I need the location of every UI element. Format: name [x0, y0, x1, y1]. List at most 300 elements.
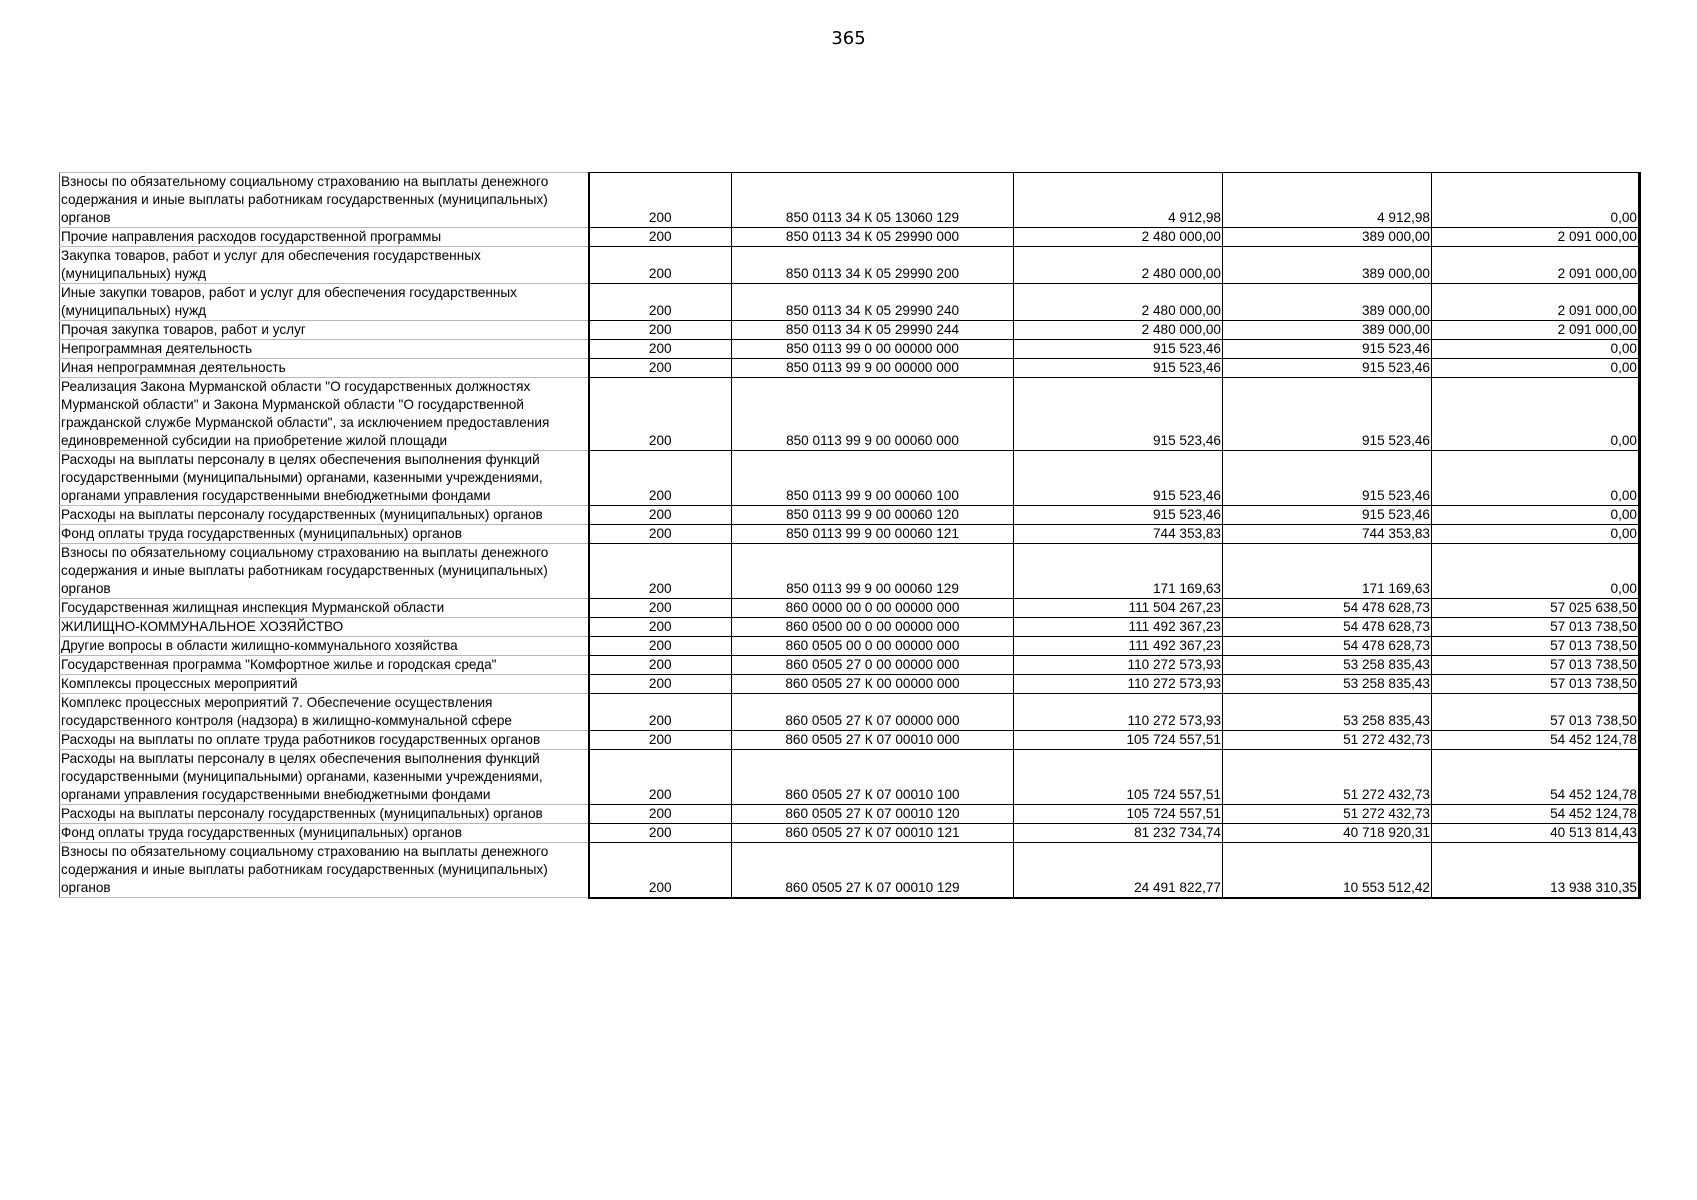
- row-code-text: 200: [648, 433, 672, 448]
- row-executed-cell: [1223, 656, 1432, 675]
- row-classification-cell: [732, 228, 1014, 247]
- table-row: [60, 228, 1640, 247]
- row-name-cell: [60, 805, 589, 824]
- row-name-cell: [60, 506, 589, 525]
- table-row: [60, 506, 1640, 525]
- row-code-text: 200: [648, 581, 672, 596]
- row-approved-text: 110 272 573,93: [1127, 657, 1221, 672]
- row-classification-text: 860 0505 27 К 07 00010 100: [785, 787, 960, 802]
- table-row: [60, 340, 1640, 359]
- row-classification-text: 860 0000 00 0 00 00000 000: [785, 600, 960, 615]
- row-unexecuted-text: 0,00: [1610, 581, 1637, 596]
- row-classification-cell: [732, 340, 1014, 359]
- row-executed-text: 53 258 835,43: [1343, 713, 1430, 728]
- row-approved-text: 24 491 822,77: [1134, 879, 1221, 895]
- row-classification-text: 850 0113 99 9 00 00060 120: [786, 507, 959, 522]
- row-name-cell: [60, 173, 589, 228]
- row-unexecuted-cell: [1432, 656, 1640, 675]
- row-executed-cell: [1223, 805, 1432, 824]
- row-approved-text: 2 480 000,00: [1141, 229, 1221, 244]
- table-body: [60, 173, 1640, 898]
- row-code-cell: [589, 451, 732, 506]
- row-classification-cell: [732, 525, 1014, 544]
- row-unexecuted-cell: [1432, 824, 1640, 843]
- row-unexecuted-cell: [1432, 544, 1640, 599]
- row-classification-text: 860 0505 27 К 07 00010 000: [785, 732, 960, 747]
- row-approved-cell: [1014, 451, 1223, 506]
- row-unexecuted-text: 13 938 310,35: [1550, 879, 1637, 895]
- row-name-cell: [60, 340, 589, 359]
- row-classification-text: 860 0500 00 0 00 00000 000: [785, 619, 960, 634]
- row-approved-cell: [1014, 284, 1223, 321]
- row-approved-text: 2 480 000,00: [1141, 266, 1221, 281]
- row-unexecuted-cell: [1432, 340, 1640, 359]
- row-name-cell: [60, 525, 589, 544]
- row-classification-text: 850 0113 99 9 00 00060 121: [786, 526, 959, 541]
- row-classification-cell: [732, 824, 1014, 843]
- row-executed-text: 54 478 628,73: [1343, 619, 1430, 634]
- table-row: [60, 359, 1640, 378]
- row-executed-text: 389 000,00: [1361, 229, 1430, 244]
- row-executed-cell: [1223, 618, 1432, 637]
- row-classification-cell: [732, 378, 1014, 451]
- page-number: 365: [831, 28, 866, 49]
- row-approved-cell: [1014, 599, 1223, 618]
- row-name-cell: [60, 694, 589, 731]
- row-classification-cell: [732, 284, 1014, 321]
- row-executed-cell: [1223, 599, 1432, 618]
- row-executed-cell: [1223, 694, 1432, 731]
- row-name-text: Государственная программа "Комфортное жилье и городская среда": [61, 657, 497, 672]
- row-name-text: Комплексы процессных мероприятий: [61, 676, 298, 691]
- row-name-cell: [60, 247, 589, 284]
- row-classification-cell: [732, 506, 1014, 525]
- table-row: [60, 247, 1640, 284]
- row-executed-cell: [1223, 321, 1432, 340]
- row-approved-cell: [1014, 544, 1223, 599]
- row-approved-text: 81 232 734,74: [1134, 825, 1221, 840]
- row-unexecuted-cell: [1432, 731, 1640, 750]
- row-classification-text: 850 0113 34 К 05 29990 000: [785, 229, 960, 244]
- row-executed-cell: [1223, 451, 1432, 506]
- row-unexecuted-text: 2 091 000,00: [1557, 303, 1637, 318]
- row-approved-text: 110 272 573,93: [1127, 713, 1221, 728]
- row-unexecuted-cell: [1432, 750, 1640, 805]
- row-approved-cell: [1014, 750, 1223, 805]
- row-executed-cell: [1223, 750, 1432, 805]
- row-classification-text: 850 0113 34 К 05 29990 244: [785, 322, 960, 337]
- row-name-cell: [60, 637, 589, 656]
- row-executed-cell: [1223, 525, 1432, 544]
- row-executed-text: 915 523,46: [1361, 488, 1430, 503]
- row-classification-text: 850 0113 99 9 00 00060 129: [786, 581, 959, 596]
- row-approved-cell: [1014, 340, 1223, 359]
- row-executed-cell: [1223, 675, 1432, 694]
- row-unexecuted-cell: [1432, 675, 1640, 694]
- table-row: [60, 637, 1640, 656]
- row-executed-text: 51 272 432,73: [1343, 806, 1430, 821]
- row-name-cell: [60, 451, 589, 506]
- row-unexecuted-cell: [1432, 173, 1640, 228]
- row-name-text: Прочая закупка товаров, работ и услуг: [61, 322, 306, 337]
- table-row: [60, 284, 1640, 321]
- row-classification-text: 860 0505 00 0 00 00000 000: [785, 638, 960, 653]
- row-name-text: Взносы по обязательному социальному страхованию на выплаты денежного содержания и иные выплаты работникам государственных (муниципальных) органов: [61, 174, 549, 225]
- row-unexecuted-text: 57 013 738,50: [1550, 713, 1637, 728]
- row-unexecuted-cell: [1432, 525, 1640, 544]
- row-unexecuted-text: 2 091 000,00: [1557, 266, 1637, 281]
- row-classification-text: 850 0113 99 9 00 00000 000: [786, 360, 959, 375]
- row-approved-cell: [1014, 359, 1223, 378]
- row-name-cell: [60, 731, 589, 750]
- row-code-text: 200: [648, 341, 672, 356]
- row-classification-cell: [732, 637, 1014, 656]
- row-name-text: Взносы по обязательному социальному страхованию на выплаты денежного содержания и иные выплаты работникам государственных (муниципальных) органов: [61, 844, 549, 895]
- row-executed-text: 171 169,63: [1361, 581, 1430, 596]
- row-unexecuted-cell: [1432, 599, 1640, 618]
- row-approved-cell: [1014, 378, 1223, 451]
- row-code-cell: [589, 656, 732, 675]
- row-executed-cell: [1223, 544, 1432, 599]
- row-name-cell: [60, 544, 589, 599]
- row-executed-text: 915 523,46: [1361, 507, 1430, 522]
- row-classification-cell: [732, 451, 1014, 506]
- row-code-cell: [589, 173, 732, 228]
- row-unexecuted-text: 0,00: [1610, 341, 1637, 356]
- row-code-text: 200: [648, 526, 672, 541]
- row-unexecuted-text: 0,00: [1610, 433, 1637, 448]
- row-code-text: 200: [648, 507, 672, 522]
- row-code-cell: [589, 378, 732, 451]
- table-row: [60, 731, 1640, 750]
- row-classification-text: 860 0505 27 К 07 00010 120: [785, 806, 960, 821]
- row-code-cell: [589, 247, 732, 284]
- row-unexecuted-cell: [1432, 284, 1640, 321]
- row-approved-text: 915 523,46: [1152, 341, 1221, 356]
- row-unexecuted-cell: [1432, 506, 1640, 525]
- row-code-cell: [589, 675, 732, 694]
- row-classification-text: 850 0113 34 К 05 29990 200: [785, 266, 960, 281]
- row-approved-cell: [1014, 805, 1223, 824]
- row-unexecuted-cell: [1432, 359, 1640, 378]
- row-name-text: Иная непрограммная деятельность: [61, 360, 286, 375]
- row-approved-cell: [1014, 247, 1223, 284]
- row-classification-cell: [732, 599, 1014, 618]
- row-executed-text: 54 478 628,73: [1343, 638, 1430, 653]
- row-name-text: Расходы на выплаты персоналу в целях обеспечения выполнения функций государственными (муниципальными) органами, казенными учреждениями, органами управления государственными внебюджетными фондами: [61, 452, 543, 503]
- row-code-text: 200: [648, 488, 672, 503]
- row-classification-cell: [732, 843, 1014, 898]
- row-approved-cell: [1014, 506, 1223, 525]
- row-unexecuted-text: 54 452 124,78: [1550, 732, 1637, 747]
- row-executed-cell: [1223, 173, 1432, 228]
- row-unexecuted-text: 2 091 000,00: [1557, 322, 1637, 337]
- row-classification-text: 850 0113 99 9 00 00060 100: [786, 488, 959, 503]
- table-row: [60, 618, 1640, 637]
- row-name-cell: [60, 843, 589, 898]
- row-name-cell: [60, 284, 589, 321]
- row-code-text: 200: [648, 713, 672, 728]
- row-classification-text: 860 0505 27 0 00 00000 000: [785, 657, 960, 672]
- row-unexecuted-text: 0,00: [1610, 488, 1637, 503]
- row-code-text: 200: [648, 322, 672, 337]
- table-row: [60, 599, 1640, 618]
- row-classification-text: 850 0113 34 К 05 29990 240: [785, 303, 960, 318]
- table-row: [60, 173, 1640, 228]
- row-name-text: Закупка товаров, работ и услуг для обеспечения государственных (муниципальных) нужд: [61, 248, 481, 281]
- row-executed-cell: [1223, 359, 1432, 378]
- row-code-cell: [589, 694, 732, 731]
- row-classification-text: 860 0505 27 К 07 00010 129: [785, 879, 960, 895]
- row-classification-cell: [732, 694, 1014, 731]
- row-code-cell: [589, 525, 732, 544]
- row-executed-cell: [1223, 340, 1432, 359]
- row-executed-text: 915 523,46: [1361, 341, 1430, 356]
- row-code-cell: [589, 321, 732, 340]
- row-executed-text: 915 523,46: [1361, 360, 1430, 375]
- row-code-cell: [589, 284, 732, 321]
- table-row: [60, 321, 1640, 340]
- row-code-text: 200: [648, 619, 672, 634]
- table-row: [60, 694, 1640, 731]
- row-approved-text: 4 912,98: [1168, 210, 1221, 225]
- row-name-text: Взносы по обязательному социальному страхованию на выплаты денежного содержания и иные выплаты работникам государственных (муниципальных) органов: [61, 545, 549, 596]
- row-code-cell: [589, 599, 732, 618]
- row-unexecuted-cell: [1432, 321, 1640, 340]
- row-name-cell: [60, 378, 589, 451]
- row-code-text: 200: [648, 806, 672, 821]
- row-code-text: 200: [648, 657, 672, 672]
- row-approved-cell: [1014, 173, 1223, 228]
- row-approved-cell: [1014, 321, 1223, 340]
- row-name-text: Другие вопросы в области жилищно-коммунального хозяйства: [61, 638, 458, 653]
- budget-execution-table: [59, 172, 1641, 899]
- row-unexecuted-text: 0,00: [1610, 507, 1637, 522]
- row-executed-cell: [1223, 378, 1432, 451]
- row-code-cell: [589, 731, 732, 750]
- table-row: [60, 656, 1640, 675]
- row-unexecuted-cell: [1432, 247, 1640, 284]
- row-code-text: 200: [648, 600, 672, 615]
- table-row: [60, 824, 1640, 843]
- row-approved-cell: [1014, 731, 1223, 750]
- row-code-cell: [589, 637, 732, 656]
- row-code-text: 200: [648, 825, 672, 840]
- row-approved-cell: [1014, 675, 1223, 694]
- table-row: [60, 451, 1640, 506]
- row-approved-text: 915 523,46: [1152, 360, 1221, 375]
- row-classification-cell: [732, 359, 1014, 378]
- row-approved-text: 110 272 573,93: [1127, 676, 1221, 691]
- row-classification-text: 860 0505 27 К 00 00000 000: [785, 676, 960, 691]
- row-name-text: Фонд оплаты труда государственных (муниципальных) органов: [61, 825, 462, 840]
- row-approved-cell: [1014, 656, 1223, 675]
- row-executed-cell: [1223, 284, 1432, 321]
- row-classification-cell: [732, 656, 1014, 675]
- row-unexecuted-text: 0,00: [1610, 360, 1637, 375]
- row-executed-text: 51 272 432,73: [1343, 787, 1430, 802]
- row-name-cell: [60, 656, 589, 675]
- row-approved-text: 105 724 557,51: [1126, 787, 1221, 802]
- row-code-text: 200: [648, 676, 672, 691]
- row-unexecuted-text: 57 013 738,50: [1550, 657, 1637, 672]
- row-name-cell: [60, 824, 589, 843]
- row-unexecuted-text: 40 513 814,43: [1550, 825, 1637, 840]
- row-executed-text: 53 258 835,43: [1343, 657, 1430, 672]
- row-code-cell: [589, 359, 732, 378]
- row-unexecuted-text: 57 013 738,50: [1550, 619, 1637, 634]
- row-code-text: 200: [648, 638, 672, 653]
- row-unexecuted-cell: [1432, 378, 1640, 451]
- row-approved-text: 111 492 367,23: [1128, 619, 1221, 634]
- row-approved-text: 111 492 367,23: [1128, 638, 1221, 653]
- row-code-text: 200: [648, 732, 672, 747]
- row-classification-text: 850 0113 99 9 00 00060 000: [786, 433, 959, 448]
- row-classification-text: 860 0505 27 К 07 00010 121: [785, 825, 960, 840]
- row-name-cell: [60, 359, 589, 378]
- row-code-cell: [589, 843, 732, 898]
- row-executed-text: 51 272 432,73: [1343, 732, 1430, 747]
- row-unexecuted-text: 54 452 124,78: [1550, 806, 1637, 821]
- row-unexecuted-text: 0,00: [1610, 526, 1637, 541]
- row-name-cell: [60, 228, 589, 247]
- table-row: [60, 805, 1640, 824]
- row-name-cell: [60, 675, 589, 694]
- row-executed-text: 389 000,00: [1361, 322, 1430, 337]
- row-classification-cell: [732, 675, 1014, 694]
- row-code-text: 200: [648, 210, 672, 225]
- row-approved-text: 744 353,83: [1152, 526, 1221, 541]
- row-unexecuted-cell: [1432, 805, 1640, 824]
- row-unexecuted-cell: [1432, 618, 1640, 637]
- row-code-cell: [589, 824, 732, 843]
- row-classification-cell: [732, 750, 1014, 805]
- row-classification-cell: [732, 173, 1014, 228]
- row-approved-cell: [1014, 228, 1223, 247]
- row-unexecuted-text: 57 013 738,50: [1550, 638, 1637, 653]
- row-code-cell: [589, 544, 732, 599]
- row-unexecuted-cell: [1432, 694, 1640, 731]
- row-code-text: 200: [648, 229, 672, 244]
- row-executed-cell: [1223, 228, 1432, 247]
- row-approved-text: 111 504 267,23: [1128, 600, 1221, 615]
- row-executed-cell: [1223, 824, 1432, 843]
- row-executed-text: 54 478 628,73: [1343, 600, 1430, 615]
- row-unexecuted-cell: [1432, 637, 1640, 656]
- row-name-text: Комплекс процессных мероприятий 7. Обеспечение осуществления государственного контроля (надзора) в жилищно-коммунальной сфере: [61, 695, 512, 728]
- row-approved-text: 2 480 000,00: [1141, 303, 1221, 318]
- table-row: [60, 843, 1640, 898]
- table-row: [60, 750, 1640, 805]
- row-approved-text: 2 480 000,00: [1141, 322, 1221, 337]
- row-approved-cell: [1014, 525, 1223, 544]
- row-name-text: Реализация Закона Мурманской области "О государственных должностях Мурманской области" и Закона Мурманской области "О государственной гражданской службе Мурманской области", за исключением предоставления единовременной субсидии на приобретение жилой площади: [61, 379, 550, 448]
- row-executed-cell: [1223, 247, 1432, 284]
- row-name-text: Иные закупки товаров, работ и услуг для обеспечения государственных (муниципальных) нужд: [61, 285, 517, 318]
- row-name-text: Расходы на выплаты персоналу государственных (муниципальных) органов: [61, 507, 543, 522]
- row-name-text: Расходы на выплаты по оплате труда работников государственных органов: [61, 732, 541, 747]
- row-name-text: Непрограммная деятельность: [61, 341, 253, 356]
- row-executed-text: 53 258 835,43: [1343, 676, 1430, 691]
- row-classification-text: 850 0113 99 0 00 00000 000: [786, 341, 959, 356]
- row-classification-text: 860 0505 27 К 07 00000 000: [785, 713, 960, 728]
- row-code-text: 200: [648, 879, 672, 895]
- row-approved-text: 915 523,46: [1152, 507, 1221, 522]
- row-executed-text: 389 000,00: [1361, 266, 1430, 281]
- row-unexecuted-cell: [1432, 228, 1640, 247]
- table-row: [60, 675, 1640, 694]
- row-classification-cell: [732, 321, 1014, 340]
- row-name-cell: [60, 599, 589, 618]
- row-code-cell: [589, 506, 732, 525]
- row-code-cell: [589, 750, 732, 805]
- row-executed-text: 10 553 512,42: [1343, 879, 1430, 895]
- row-name-text: Фонд оплаты труда государственных (муниципальных) органов: [61, 526, 462, 541]
- row-code-text: 200: [648, 360, 672, 375]
- row-name-text: Расходы на выплаты персоналу государственных (муниципальных) органов: [61, 806, 543, 821]
- row-approved-cell: [1014, 824, 1223, 843]
- row-name-text: Государственная жилищная инспекция Мурманской области: [61, 600, 445, 615]
- row-approved-text: 915 523,46: [1152, 433, 1221, 448]
- row-executed-text: 744 353,83: [1361, 526, 1430, 541]
- row-executed-text: 389 000,00: [1361, 303, 1430, 318]
- row-code-cell: [589, 618, 732, 637]
- row-classification-text: 850 0113 34 К 05 13060 129: [785, 210, 960, 225]
- table-row: [60, 544, 1640, 599]
- row-classification-cell: [732, 805, 1014, 824]
- row-code-text: 200: [648, 787, 672, 802]
- row-unexecuted-cell: [1432, 843, 1640, 898]
- row-approved-text: 171 169,63: [1152, 581, 1221, 596]
- row-unexecuted-text: 57 025 638,50: [1550, 600, 1637, 615]
- row-executed-text: 40 718 920,31: [1343, 825, 1430, 840]
- row-approved-cell: [1014, 843, 1223, 898]
- row-name-text: ЖИЛИЩНО-КОММУНАЛЬНОЕ ХОЗЯЙСТВО: [61, 619, 344, 634]
- row-approved-text: 915 523,46: [1152, 488, 1221, 503]
- row-executed-text: 915 523,46: [1361, 433, 1430, 448]
- row-executed-text: 4 912,98: [1377, 210, 1430, 225]
- row-executed-cell: [1223, 506, 1432, 525]
- row-executed-cell: [1223, 637, 1432, 656]
- row-classification-cell: [732, 247, 1014, 284]
- table-row: [60, 525, 1640, 544]
- row-name-text: Прочие направления расходов государственной программы: [61, 229, 442, 244]
- row-name-text: Расходы на выплаты персоналу в целях обеспечения выполнения функций государственными (муниципальными) органами, казенными учреждениями, органами управления государственными внебюджетными фондами: [61, 751, 543, 802]
- row-code-text: 200: [648, 303, 672, 318]
- row-code-cell: [589, 228, 732, 247]
- row-approved-text: 105 724 557,51: [1126, 732, 1221, 747]
- row-name-cell: [60, 750, 589, 805]
- row-code-cell: [589, 805, 732, 824]
- row-approved-cell: [1014, 694, 1223, 731]
- row-approved-cell: [1014, 637, 1223, 656]
- row-name-cell: [60, 618, 589, 637]
- row-classification-cell: [732, 618, 1014, 637]
- row-code-cell: [589, 340, 732, 359]
- table-row: [60, 378, 1640, 451]
- row-executed-cell: [1223, 731, 1432, 750]
- row-name-cell: [60, 321, 589, 340]
- row-unexecuted-text: 54 452 124,78: [1550, 787, 1637, 802]
- row-unexecuted-text: 0,00: [1610, 210, 1637, 225]
- row-code-text: 200: [648, 266, 672, 281]
- row-executed-cell: [1223, 843, 1432, 898]
- row-classification-cell: [732, 731, 1014, 750]
- row-unexecuted-text: 2 091 000,00: [1557, 229, 1637, 244]
- row-unexecuted-cell: [1432, 451, 1640, 506]
- row-approved-cell: [1014, 618, 1223, 637]
- row-unexecuted-text: 57 013 738,50: [1550, 676, 1637, 691]
